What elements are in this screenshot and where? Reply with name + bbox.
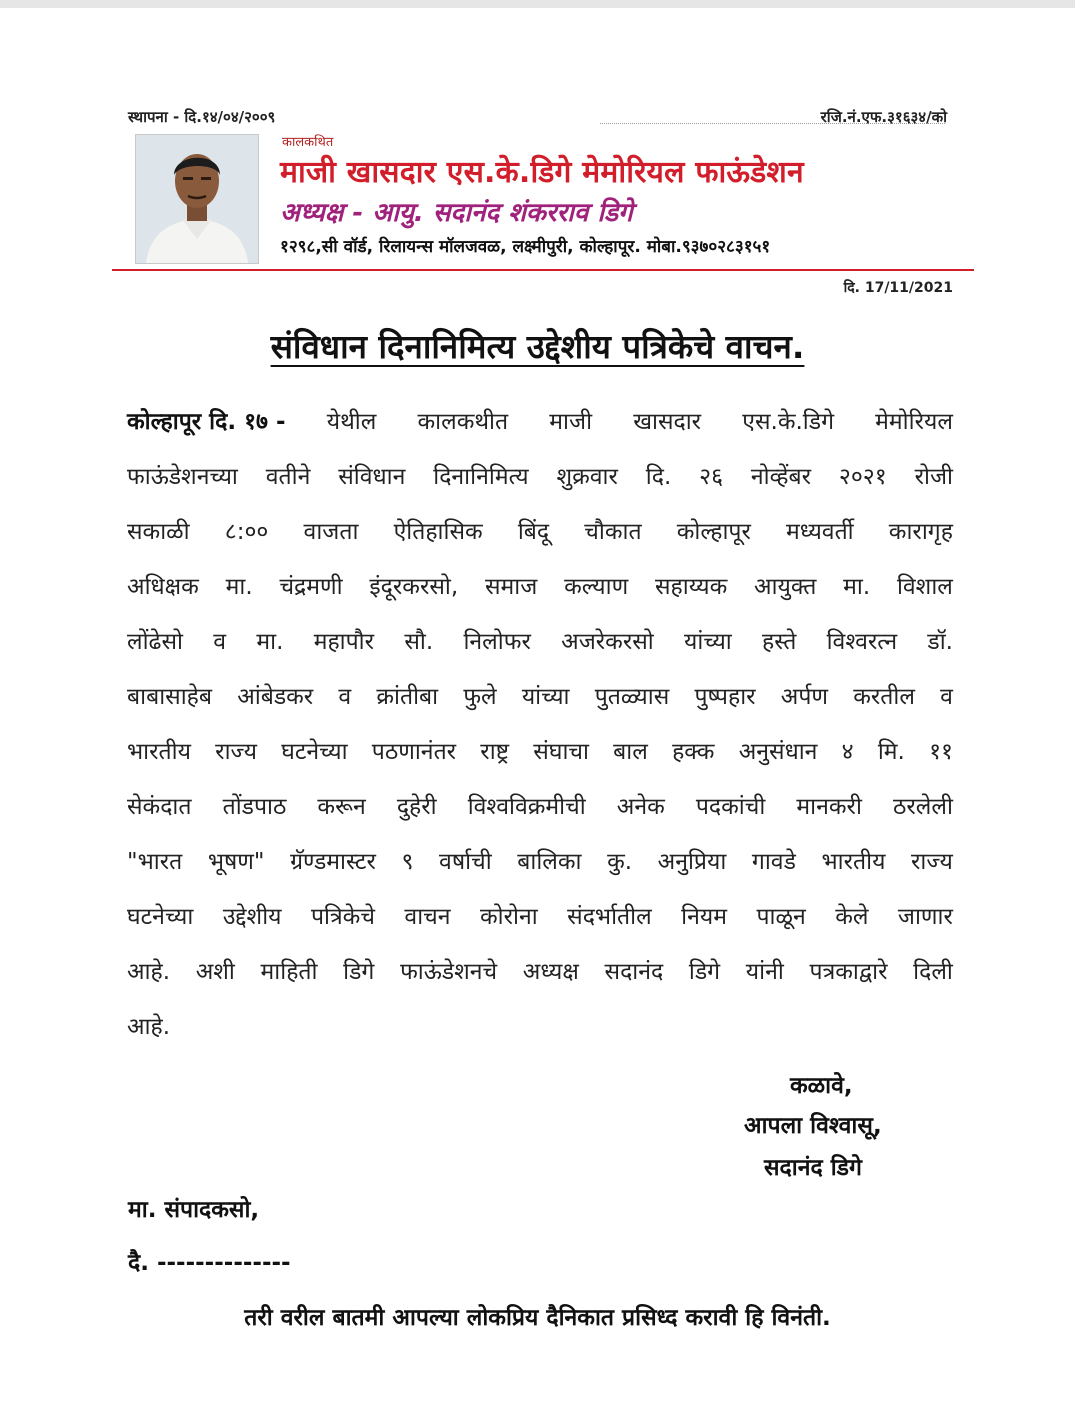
paragraph-word: कारागृह	[888, 519, 953, 545]
paragraph-word: ठरलेली	[893, 794, 953, 820]
paragraph-word: यांच्या	[684, 629, 732, 655]
dateline: कोल्हापूर दि. १७ -	[127, 409, 286, 435]
paragraph-word: कु.	[607, 849, 633, 875]
paragraph-word: दि.	[645, 464, 672, 490]
paragraph-word: विशाल	[896, 574, 953, 600]
paragraph-line	[127, 780, 953, 835]
paragraph-word: भारतीय	[127, 739, 191, 765]
paragraph-word: फाऊंडेशनच्या	[127, 464, 238, 490]
paragraph-word: वर्षाची	[439, 849, 492, 875]
paragraph-line	[127, 505, 953, 560]
paragraph-word: मा.	[843, 574, 871, 600]
paragraph-word: यांनी	[745, 959, 784, 985]
paragraph-word: खासदार	[633, 409, 702, 435]
paragraph-word: केले	[835, 904, 869, 930]
paragraph-word: घटनेच्या	[281, 739, 348, 765]
paragraph-word: ग्रॅण्डमास्टर	[290, 849, 376, 875]
body-paragraph	[127, 395, 953, 1055]
paragraph-word: दिली	[913, 959, 953, 985]
paragraph-word: अनुप्रिया	[657, 849, 727, 875]
paragraph-word: २६	[699, 464, 724, 490]
paragraph-word: आहे.	[127, 959, 171, 985]
paragraph-word: अधिक्षक	[127, 574, 199, 600]
paragraph-word: शुक्रवार	[556, 464, 618, 490]
paragraph-word: ऐतिहासिक	[393, 519, 483, 545]
signature-name: सदानंद डिगे	[764, 1155, 862, 1181]
paragraph-word: सेकंदात	[127, 794, 192, 820]
paragraph-word: नोव्हेंबर	[750, 464, 812, 490]
paragraph-word: मा.	[256, 629, 284, 655]
paragraph-word: अर्पण	[780, 684, 829, 710]
paragraph-word: माहिती	[260, 959, 318, 985]
paragraph-word: व	[213, 629, 227, 655]
paragraph-word: क्रांतीबा	[376, 684, 439, 710]
paragraph-word: एस.के.डिगे	[742, 409, 835, 435]
paragraph-word: विश्वरत्न	[826, 629, 898, 655]
paragraph-word: पठणानंतर	[371, 739, 457, 765]
letter-date: दि. 17/11/2021	[843, 280, 953, 296]
paragraph-word: पुष्पहार	[694, 684, 756, 710]
letterhead-divider	[112, 269, 974, 271]
paragraph-word: अध्यक्ष	[522, 959, 579, 985]
paragraph-word: इंदूरकरसो,	[369, 574, 459, 600]
paragraph-word: पदकांची	[695, 794, 766, 820]
paragraph-line	[127, 670, 953, 725]
paragraph-word: कालकथीत	[417, 409, 509, 435]
paragraph-line	[127, 725, 953, 780]
paragraph-word: सकाळी	[127, 519, 190, 545]
paragraph-word: पुतळ्यास	[594, 684, 670, 710]
paragraph-line	[127, 395, 953, 450]
paragraph-word: हक्क	[672, 739, 715, 765]
paragraph-word: करतील	[853, 684, 915, 710]
paragraph-word: ९	[401, 849, 414, 875]
paragraph-word: मा.	[225, 574, 253, 600]
paragraph-word: मध्यवर्ती	[786, 519, 854, 545]
paragraph-word: भूषण"	[207, 849, 265, 875]
paragraph-word: वतीने	[265, 464, 311, 490]
paragraph-word: डिगे	[688, 959, 721, 985]
paragraph-word: बाल	[613, 739, 648, 765]
address-line: १२९८,सी वॉर्ड, रिलायन्स मॉलजवळ, लक्ष्मीपुरी, कोल्हापूर. मोबा.९३७०२८३१५१	[280, 237, 771, 257]
paragraph-word: कोरोना	[479, 904, 538, 930]
paragraph-word: व	[338, 684, 352, 710]
paragraph-word: राज्य	[215, 739, 258, 765]
paragraph-word: विश्वविक्रमीची	[467, 794, 586, 820]
paragraph-word: ८:००	[224, 519, 269, 545]
paragraph-word: संदर्भातील	[567, 904, 652, 930]
paragraph-word: गावडे	[751, 849, 796, 875]
editor-salutation: मा. संपादकसो,	[128, 1197, 260, 1223]
established-date: स्थापना - दि.१४/०४/२००९	[128, 108, 276, 126]
paragraph-word: राष्ट्र	[480, 739, 510, 765]
paragraph-line	[127, 890, 953, 945]
publication-request: तरी वरील बातमी आपल्या लोकप्रिय दैनिकात प्रसिध्द करावी हि विनंती.	[244, 1305, 831, 1331]
paragraph-word: सदानंद	[604, 959, 664, 985]
paragraph-word: पत्रकाद्वारे	[809, 959, 888, 985]
paragraph-line	[127, 615, 953, 670]
paragraph-word: मि.	[877, 739, 905, 765]
paragraph-word: नियम	[681, 904, 727, 930]
paragraph-line	[127, 945, 953, 1000]
paragraph-word: चौकात	[584, 519, 642, 545]
paragraph-word: महापौर	[313, 629, 375, 655]
paragraph-word: आंबेडकर	[237, 684, 314, 710]
paragraph-word: सहाय्यक	[654, 574, 728, 600]
paragraph-word: करून	[317, 794, 366, 820]
paragraph-word: ११	[929, 739, 953, 765]
paragraph-word: कल्याण	[564, 574, 629, 600]
paragraph-word: तोंडपाठ	[222, 794, 287, 820]
paragraph-word: डिगे	[343, 959, 375, 985]
registration-number: रजि.नं.एफ.३१६३४/को	[820, 108, 947, 126]
paragraph-word: माजी	[549, 409, 593, 435]
signature-yours: आपला विश्वासू,	[744, 1113, 882, 1139]
heading-text: संविधान दिनानिमित्य उद्देशीय पत्रिकेचे वाचन.	[270, 327, 805, 366]
paragraph-word: "भारत	[127, 849, 183, 875]
daily-name-line: दै. --------------	[128, 1250, 291, 1276]
paragraph-word: उद्देशीय	[222, 904, 282, 930]
paragraph-word: चंद्रमणी	[279, 574, 343, 600]
paragraph-word: २०२१	[838, 464, 887, 490]
paragraph-word: घटनेच्या	[127, 904, 194, 930]
paragraph-word: लोंढेसो	[127, 629, 184, 655]
paragraph-line	[127, 835, 953, 890]
letter-heading	[0, 323, 1075, 368]
paragraph-word: रोजी	[914, 464, 953, 490]
paragraph-word: हस्ते	[762, 629, 797, 655]
paragraph-word: येथील	[326, 409, 377, 435]
paragraph-word: पत्रिकेचे	[310, 904, 375, 930]
paragraph-word: अशी	[195, 959, 235, 985]
paragraph-word: वाचन	[404, 904, 451, 930]
paragraph-line	[127, 1000, 953, 1055]
paragraph-word: संविधान	[338, 464, 406, 490]
paragraph-word: बाबासाहेब	[127, 684, 213, 710]
paragraph-word: डॉ.	[927, 629, 953, 655]
paragraph-word: अजरेकरसो	[561, 629, 654, 655]
paragraph-line	[127, 560, 953, 615]
paragraph-word: भारतीय	[821, 849, 886, 875]
letterhead-prefix: कालकथित	[282, 135, 334, 150]
paragraph-word: बालिका	[517, 849, 582, 875]
paragraph-line	[127, 450, 953, 505]
paragraph-word: संघाचा	[533, 739, 589, 765]
paragraph-word: यांच्या	[521, 684, 570, 710]
signature-closing: कळावे,	[790, 1073, 853, 1099]
paragraph-word: निलोफर	[463, 629, 531, 655]
paragraph-word: मेमोरियल	[875, 409, 953, 435]
paragraph-word: फाऊंडेशनचे	[400, 959, 498, 985]
paragraph-word: बिंदू	[517, 519, 550, 545]
paragraph-word: जाणार	[897, 904, 953, 930]
paragraph-word: सौ.	[404, 629, 434, 655]
paragraph-word: पाळून	[756, 904, 806, 930]
paragraph-word: कोल्हापूर	[676, 519, 751, 545]
founder-photo	[135, 134, 259, 264]
paragraph-word: समाज	[484, 574, 538, 600]
paragraph-word: राज्य	[911, 849, 953, 875]
paragraph-word: दुहेरी	[396, 794, 437, 820]
paragraph-word: ४	[841, 739, 854, 765]
paragraph-word: आयुक्त	[754, 574, 817, 600]
paragraph-word: मानकरी	[796, 794, 862, 820]
paragraph-word: व	[940, 684, 953, 710]
paragraph-word: दिनानिमित्य	[433, 464, 529, 490]
top-bar	[0, 0, 1075, 8]
foundation-title: माजी खासदार एस.के.डिगे मेमोरियल फाऊंडेशन	[280, 155, 804, 190]
president-line: अध्यक्ष - आयु. सदानंद शंकरराव डिगे	[280, 198, 633, 228]
paragraph-word: फुले	[463, 684, 497, 710]
paragraph-word: वाजता	[303, 519, 359, 545]
paragraph-word: अनुसंधान	[738, 739, 818, 765]
paragraph-word: आहे.	[127, 1014, 171, 1040]
paragraph-word: अनेक	[616, 794, 665, 820]
